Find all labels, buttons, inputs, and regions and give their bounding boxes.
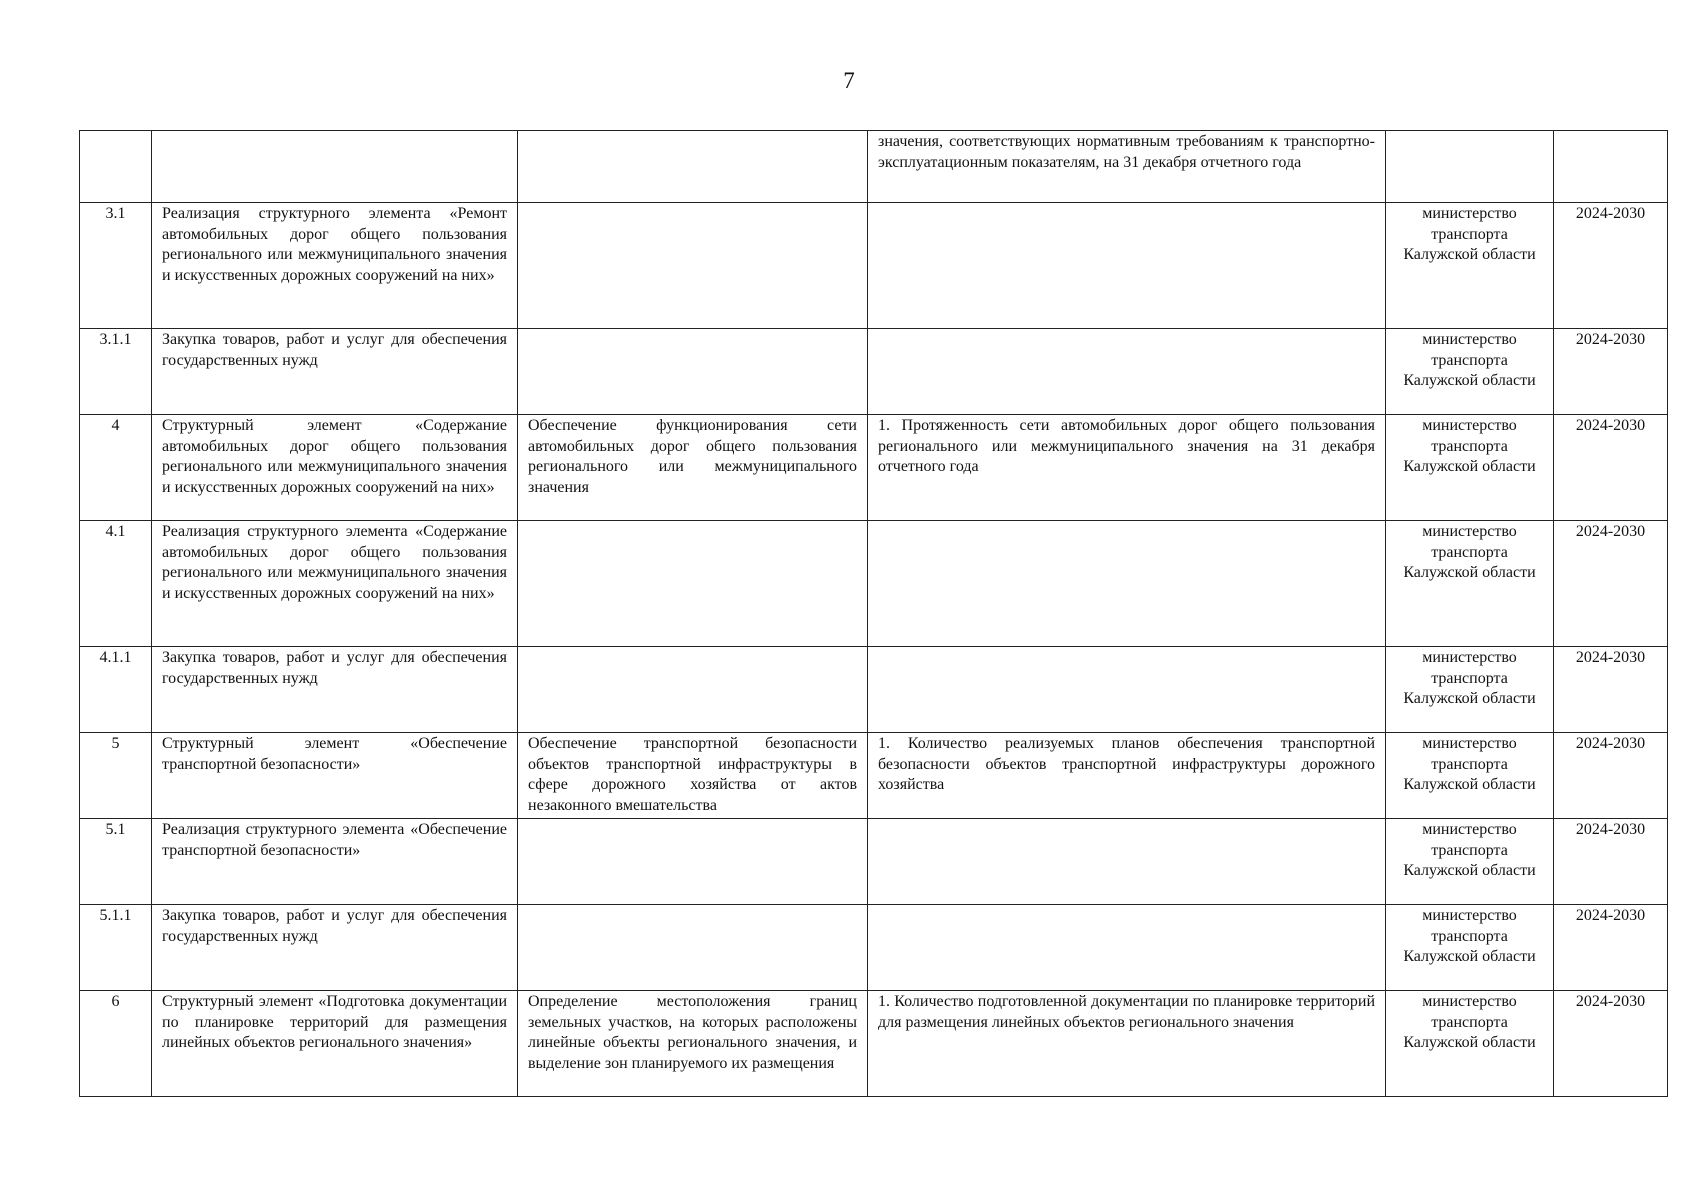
- responsible-body: [1386, 131, 1554, 203]
- responsible-body: министерство транспорта Калужской области: [1386, 991, 1554, 1097]
- responsible-body: министерство транспорта Калужской области: [1386, 521, 1554, 647]
- period: 2024-2030: [1554, 415, 1668, 521]
- element-name: Закупка товаров, работ и услуг для обеспечения государственных нужд: [152, 329, 518, 415]
- task-description: [518, 329, 868, 415]
- table-row: [80, 905, 1668, 991]
- program-table: [79, 130, 1668, 1097]
- row-number: 4: [80, 415, 152, 521]
- responsible-body: министерство транспорта Калужской области: [1386, 415, 1554, 521]
- task-description: [518, 819, 868, 905]
- task-description: [518, 521, 868, 647]
- period: 2024-2030: [1554, 733, 1668, 819]
- row-number: 5: [80, 733, 152, 819]
- period: 2024-2030: [1554, 991, 1668, 1097]
- element-name: Реализация структурного элемента «Содержание автомобильных дорог общего пользования регионального или межмуниципального значения и искусственных дорожных сооружений на них»: [152, 521, 518, 647]
- task-description: [518, 905, 868, 991]
- table-row: [80, 415, 1668, 521]
- task-description: [518, 647, 868, 733]
- element-name: Структурный элемент «Содержание автомобильных дорог общего пользования регионального или межмуниципального значения и искусственных дорожных сооружений на них»: [152, 415, 518, 521]
- indicator-text: [868, 329, 1386, 415]
- element-name: [152, 131, 518, 203]
- table-row: [80, 131, 1668, 203]
- indicator-text: [868, 905, 1386, 991]
- period: 2024-2030: [1554, 647, 1668, 733]
- indicator-text: значения, соответствующих нормативным требованиям к транспортно-эксплуатационным показателям, на 31 декабря отчетного года: [868, 131, 1386, 203]
- indicator-text: 1. Количество подготовленной документации по планировке территорий для размещения линейных объектов регионального значения: [868, 991, 1386, 1097]
- page-number: 7: [843, 68, 855, 93]
- task-description: Обеспечение транспортной безопасности объектов транспортной инфраструктуры в сфере дорожного хозяйства от актов незаконного вмешательства: [518, 733, 868, 819]
- indicator-text: [868, 203, 1386, 329]
- element-name: Реализация структурного элемента «Ремонт автомобильных дорог общего пользования регионального или межмуниципального значения и искусственных дорожных сооружений на них»: [152, 203, 518, 329]
- indicator-text: [868, 647, 1386, 733]
- responsible-body: министерство транспорта Калужской области: [1386, 203, 1554, 329]
- indicator-text: [868, 819, 1386, 905]
- row-number: 4.1.1: [80, 647, 152, 733]
- task-description: Определение местоположения границ земельных участков, на которых расположены линейные объекты регионального значения, и выделение зон планируемого их размещения: [518, 991, 868, 1097]
- row-number: 5.1: [80, 819, 152, 905]
- element-name: Структурный элемент «Обеспечение транспортной безопасности»: [152, 733, 518, 819]
- period: 2024-2030: [1554, 905, 1668, 991]
- row-number: [80, 131, 152, 203]
- period: [1554, 131, 1668, 203]
- row-number: 5.1.1: [80, 905, 152, 991]
- table-row: [80, 647, 1668, 733]
- row-number: 4.1: [80, 521, 152, 647]
- period: 2024-2030: [1554, 329, 1668, 415]
- indicator-text: 1. Протяженность сети автомобильных дорог общего пользования регионального или межмуниципального значения на 31 декабря отчетного года: [868, 415, 1386, 521]
- table-row: [80, 819, 1668, 905]
- indicator-text: 1. Количество реализуемых планов обеспечения транспортной безопасности объектов транспортной инфраструктуры дорожного хозяйства: [868, 733, 1386, 819]
- row-number: 3.1: [80, 203, 152, 329]
- responsible-body: министерство транспорта Калужской области: [1386, 329, 1554, 415]
- row-number: 6: [80, 991, 152, 1097]
- responsible-body: министерство транспорта Калужской области: [1386, 733, 1554, 819]
- row-number: 3.1.1: [80, 329, 152, 415]
- responsible-body: министерство транспорта Калужской области: [1386, 819, 1554, 905]
- element-name: Закупка товаров, работ и услуг для обеспечения государственных нужд: [152, 647, 518, 733]
- table-row: [80, 521, 1668, 647]
- table-row: [80, 991, 1668, 1097]
- indicator-text: [868, 521, 1386, 647]
- element-name: Реализация структурного элемента «Обеспечение транспортной безопасности»: [152, 819, 518, 905]
- period: 2024-2030: [1554, 819, 1668, 905]
- responsible-body: министерство транспорта Калужской области: [1386, 905, 1554, 991]
- responsible-body: министерство транспорта Калужской области: [1386, 647, 1554, 733]
- element-name: Структурный элемент «Подготовка документации по планировке территорий для размещения линейных объектов регионального значения»: [152, 991, 518, 1097]
- task-description: Обеспечение функционирования сети автомобильных дорог общего пользования регионального или межмуниципального значения: [518, 415, 868, 521]
- task-description: [518, 131, 868, 203]
- table-row: [80, 733, 1668, 819]
- period: 2024-2030: [1554, 203, 1668, 329]
- element-name: Закупка товаров, работ и услуг для обеспечения государственных нужд: [152, 905, 518, 991]
- task-description: [518, 203, 868, 329]
- table-row: [80, 329, 1668, 415]
- table-row: [80, 203, 1668, 329]
- period: 2024-2030: [1554, 521, 1668, 647]
